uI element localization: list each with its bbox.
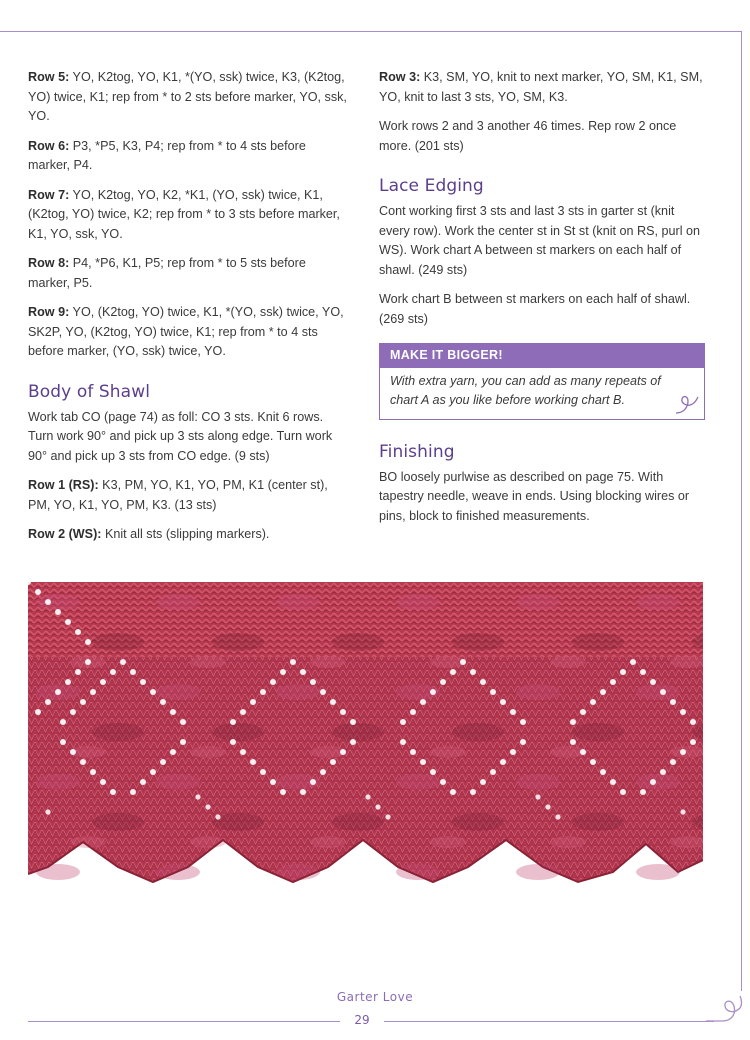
- finishing-paragraph: BO loosely purlwise as described on page 75. With tapestry needle, weave in ends. Using blocking wires or pins, block to finished measurements.: [379, 469, 690, 523]
- footer-line-left: [28, 1021, 340, 1022]
- lace-edging-paragraph-1: Cont working first 3 sts and last 3 sts in garter st (knit every row). Work the center st in St st (knit on RS, purl on WS). Work chart A between st markers on each half of shawl. (249 sts): [379, 204, 701, 277]
- repeat-paragraph: Work rows 2 and 3 another 46 times. Rep row 2 once more. (201 sts): [379, 119, 677, 153]
- page-number: 29: [354, 1013, 370, 1027]
- footer-line-right: [384, 1021, 714, 1022]
- top-border-line: [0, 31, 742, 32]
- row-6-instruction: Row 6: P3, *P5, K3, P4; rep from * to 4 sts before marker, P4.: [28, 138, 306, 172]
- sidebar-title: MAKE IT BIGGER!: [380, 344, 704, 368]
- make-it-bigger-sidebar: [379, 343, 705, 420]
- row-1-instruction: Row 1 (RS): K3, PM, YO, K1, YO, PM, K1 (center st), PM, YO, K1, YO, PM, K3. (13 sts): [28, 478, 328, 512]
- body-intro-paragraph: Work tab CO (page 74) as foll: CO 3 sts. Knit 6 rows. Turn work 90° and pick up 3 sts along edge. Turn work 90° and pick up 3 sts from CO edge. (9 sts): [28, 409, 333, 463]
- body-of-shawl-heading: Body of Shawl: [28, 381, 151, 402]
- row-5-instruction: Row 5: YO, K2tog, YO, K1, *(YO, ssk) twice, K3, (K2tog, YO) twice, K1; rep from * to 2 sts before marker, YO, ssk, YO.: [28, 70, 347, 123]
- corner-curl-ornament-icon: [704, 994, 744, 1026]
- footer-book-title: Garter Love: [336, 990, 414, 1004]
- lace-edging-paragraph-2: Work chart B between st markers on each half of shawl. (269 sts): [379, 292, 691, 326]
- row-2-instruction: Row 2 (WS): Knit all sts (slipping markers).: [28, 527, 270, 541]
- finishing-heading: Finishing: [379, 441, 455, 462]
- left-column: [28, 68, 350, 555]
- right-column: [379, 68, 705, 536]
- row-8-instruction: Row 8: P4, *P6, K1, P5; rep from * to 5 sts before marker, P5.: [28, 256, 306, 290]
- sidebar-text: With extra yarn, you can add as many repeats of chart A as you like before working chart B.: [390, 373, 661, 407]
- lace-edging-heading: Lace Edging: [379, 176, 484, 196]
- red-knitted-lace-edging-photo: [28, 582, 703, 897]
- knitted-lace-illustration: [28, 582, 703, 897]
- row-9-instruction: Row 9: YO, (K2tog, YO) twice, K1, *(YO, ssk) twice, YO, SK2P, YO, (K2tog, YO) twice, K1; rep from * to 4 sts before marker, (YO, ssk) twice, YO.: [28, 305, 344, 358]
- right-border-line: [741, 31, 742, 991]
- row-3-instruction: Row 3: K3, SM, YO, knit to next marker, YO, SM, K1, SM, YO, knit to last 3 sts, YO, SM, K3.: [379, 70, 703, 104]
- curl-ornament-icon: [674, 393, 700, 415]
- row-7-instruction: Row 7: YO, K2tog, YO, K2, *K1, (YO, ssk) twice, K1, (K2tog, YO) twice, K2; rep from * to 3 sts before marker, K1, YO, ssk, YO.: [28, 187, 340, 241]
